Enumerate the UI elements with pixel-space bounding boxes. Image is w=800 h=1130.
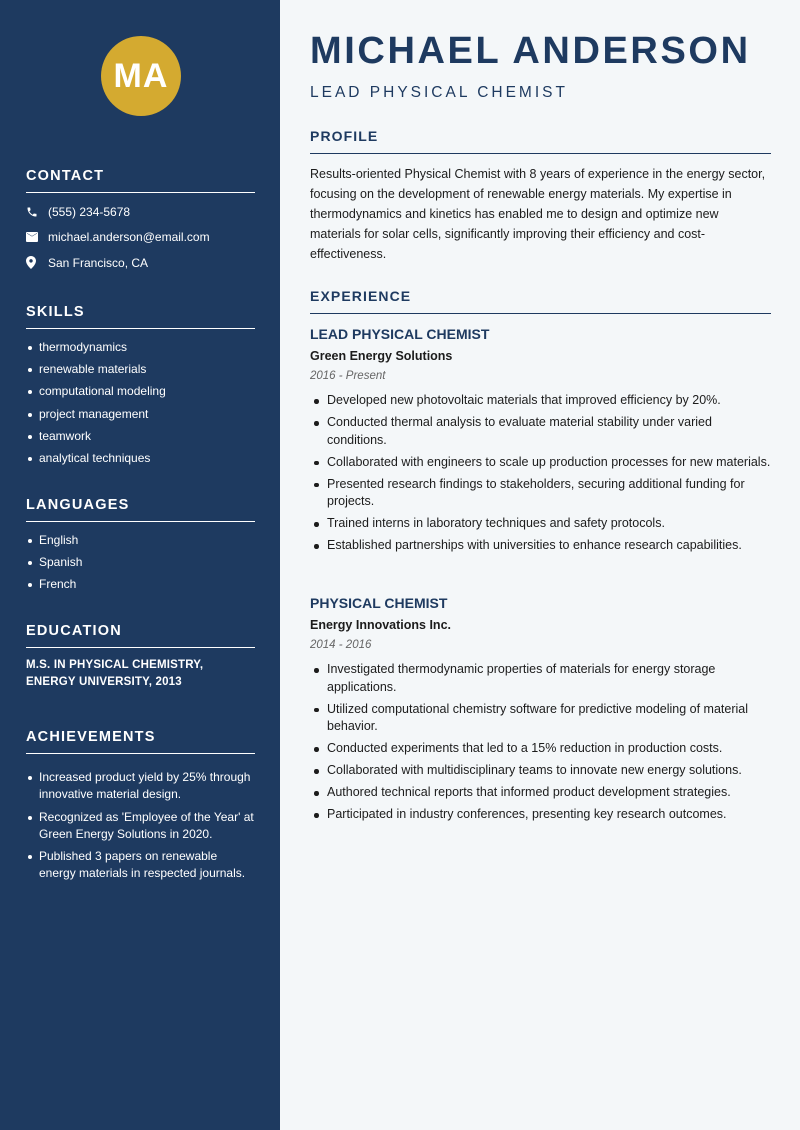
achievements-section: [26, 729, 255, 888]
candidate-title: LEAD PHYSICAL CHEMIST: [310, 84, 568, 101]
job-dates: 2014 - 2016: [310, 639, 372, 651]
skills-heading: SKILLS: [26, 304, 255, 329]
language-item: Spanish: [26, 554, 255, 571]
skill-item: analytical techniques: [26, 450, 255, 467]
job-bullet: Established partnerships with universities to enhance research capabilities.: [310, 537, 771, 555]
job-bullet: Conducted thermal analysis to evaluate material stability under varied conditions.: [310, 414, 771, 449]
location-text: San Francisco, CA: [48, 255, 149, 270]
achievement-item: Increased product yield by 25% through innovative material design.: [26, 769, 255, 803]
job-bullet: Utilized computational chemistry software for predictive modeling of material behavior.: [310, 701, 771, 736]
job-dates: 2016 - Present: [310, 370, 386, 382]
achievements-list: [26, 769, 255, 882]
contact-heading: CONTACT: [26, 168, 255, 193]
phone-icon: [26, 206, 48, 218]
job-bullet: Participated in industry conferences, presenting key research outcomes.: [310, 806, 771, 824]
avatar: MA: [101, 36, 181, 116]
job-entry: [310, 325, 771, 559]
languages-list: [26, 532, 255, 593]
contact-section: [26, 168, 255, 280]
contact-phone: [26, 203, 255, 220]
company-name: Green Energy Solutions: [310, 349, 453, 363]
languages-section: [26, 497, 255, 599]
language-item: English: [26, 532, 255, 549]
skills-section: [26, 304, 255, 472]
job-title: PHYSICAL CHEMIST: [310, 595, 448, 611]
languages-heading: LANGUAGES: [26, 497, 255, 522]
education-degree: M.S. IN PHYSICAL CHEMISTRY, ENERGY UNIVERSITY, 2013: [26, 659, 204, 688]
candidate-name: MICHAEL ANDERSON: [310, 30, 751, 72]
skill-item: teamwork: [26, 428, 255, 445]
company-name: Energy Innovations Inc.: [310, 618, 451, 632]
job-bullet: Investigated thermodynamic properties of materials for energy storage applications.: [310, 661, 771, 696]
job-title: LEAD PHYSICAL CHEMIST: [310, 326, 490, 342]
phone-text: (555) 234-5678: [48, 204, 131, 219]
contact-location: [26, 254, 255, 271]
profile-section: [310, 128, 771, 264]
education-section: [26, 623, 255, 691]
language-item: French: [26, 576, 255, 593]
job-entry: [310, 594, 771, 828]
achievement-item: Recognized as 'Employee of the Year' at Green Energy Solutions in 2020.: [26, 809, 255, 843]
skill-item: renewable materials: [26, 361, 255, 378]
job-bullets: [310, 661, 771, 824]
skill-item: computational modeling: [26, 383, 255, 400]
location-pin-icon: [26, 256, 48, 269]
job-bullet: Collaborated with multidisciplinary teams to innovate new energy solutions.: [310, 762, 771, 780]
email-text: michael.anderson@email.com: [48, 230, 210, 244]
education-heading: EDUCATION: [26, 623, 255, 648]
achievements-heading: ACHIEVEMENTS: [26, 729, 255, 754]
job-bullet: Trained interns in laboratory techniques and safety protocols.: [310, 515, 771, 533]
contact-email: [26, 229, 255, 246]
skills-list: [26, 339, 255, 467]
job-bullets: [310, 392, 771, 555]
job-bullet: Presented research findings to stakeholders, securing additional funding for projects.: [310, 476, 771, 511]
sidebar: [0, 0, 280, 1130]
job-bullet: Developed new photovoltaic materials that improved efficiency by 20%.: [310, 392, 771, 410]
job-bullet: Conducted experiments that led to a 15% reduction in production costs.: [310, 740, 771, 758]
profile-text: Results-oriented Physical Chemist with 8 years of experience in the energy sector, focusing on the development of renewable energy materials. My expertise in thermodynamics and kinetics has enabled me to design and optimize new materials for solar cells, significantly improving their efficiency and cost-effectiveness.: [310, 167, 766, 261]
achievement-item: Published 3 papers on renewable energy materials in respected journals.: [26, 848, 255, 882]
job-bullet: Collaborated with engineers to scale up production processes for new materials.: [310, 454, 771, 472]
profile-heading: PROFILE: [310, 128, 771, 154]
job-bullet: Authored technical reports that informed product development strategies.: [310, 784, 771, 802]
mail-icon: [26, 232, 48, 242]
skill-item: thermodynamics: [26, 339, 255, 356]
experience-section: [310, 288, 771, 314]
skill-item: project management: [26, 406, 255, 423]
experience-heading: EXPERIENCE: [310, 288, 771, 314]
